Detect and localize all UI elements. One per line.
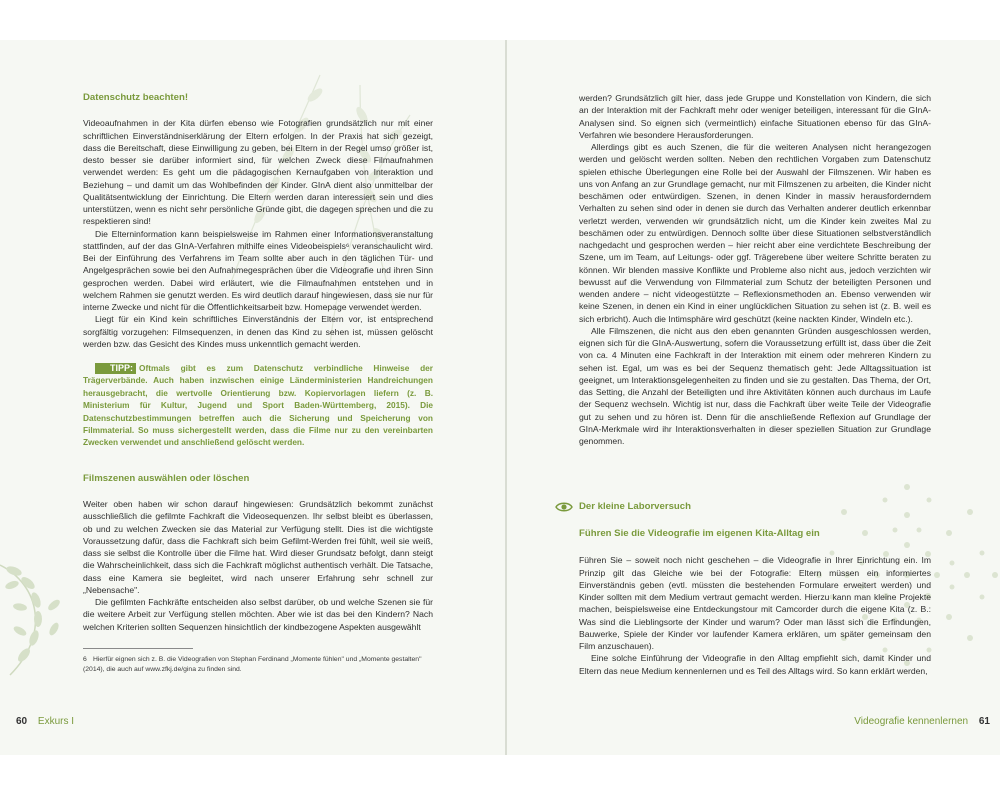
lab-text-column — [579, 528, 931, 677]
lab-heading: Der kleine Laborversuch — [579, 501, 691, 512]
paragraph: Liegt für ein Kind kein schriftliches Einverständnis der Eltern vor, ist entsprechend sorgfältig vorzugehen: Filmsequenzen, in denen das Kind zu sehen ist, müssen gelöscht werden bzw. das Gesicht des Kindes muss unkenntlich gemacht werden. — [83, 314, 433, 349]
leaf-wreath-decoration — [0, 545, 80, 685]
paragraph: Videoaufnahmen in der Kita dürfen ebenso wie Fotografien grundsätzlich nur mit einer schriftlichen Einverständniserklärung der Eltern erfolgen. In der Praxis hat sich gezeigt, dass die Bereitschaft, diese Einwilligung zu geben, bei Eltern in der Regel umso größer ist, desto besser sie darüber informiert sind, für welchen Zweck diese Filmaufnahmen verwendet werden: Es geht um die pädagogischen Kernaufgaben von Interaktion und Beziehung – und damit um das Wohlbefinden der Kinder. GInA dient also unmittelbar der Qualitätsentwicklung der Einrichtung. Die Eltern werden daran interessiert sein und dies unterstützen, wenn es nicht sehr persönliche Gründe gibt, die dagegen sprechen und die zu respektieren sind! — [83, 118, 433, 227]
left-page — [0, 40, 505, 755]
lab-subheading: Führen Sie die Videografie im eigenen Kita-Alltag ein — [579, 528, 820, 539]
eye-icon — [555, 501, 573, 513]
running-footer: Exkurs I — [37, 716, 75, 727]
folio-left — [16, 716, 74, 727]
paragraph: Führen Sie – soweit noch nicht geschehen – die Videografie in Ihrer Einrichtung ein. Im Prinzip gilt das Gleiche wie bei der Fotografie: Eltern müssen ein informiertes Einverständnis geben (evtl. müssten die bestehenden Formulare erweitert werden) und Kinder sollten mit dem Medium vertraut gemacht werden. Hierzu kann man kleine Projekte machen, beispielsweise eine Entdeckungstour mit Camcorder durch die eigene Kita (z. B.: Was sind die Lieblingsorte der Kinder und warum? Oder man lässt sich die Erfindungen, Bauwerke, Spiele der Kinder vor laufender Kamera erklären, um später gemeinsam den Film anzuschauen). — [579, 555, 931, 651]
right-page — [507, 40, 1000, 755]
paragraph: werden? Grundsätzlich gilt hier, dass jede Gruppe und Konstellation von Kindern, die sich an der Interaktion mit der Fachkraft mehr oder weniger beteiligen, interessant für die GInA-Analysen sind. So eignen sich (vermeintlich) einfache Situationen ebenso für das GInA-Verfahren wie besondere Herausforderungen. — [579, 93, 931, 140]
footnote-text: Hierfür eignen sich z. B. die Videografien von Stephan Ferdinand „Momente fühlen" und „Momente gestalten" (2014), die auch auf www.zfkj.de/gina zu finden sind. — [83, 656, 422, 673]
tipp-box — [83, 362, 433, 449]
paragraph: Die gefilmten Fachkräfte entscheiden also selbst darüber, ob und welche Szenen sie für die weitere Arbeit zur Verfügung stellen möchten. Aber wie ist das bei den Kindern? Nach welchen Kriterien sollten Sequenzen hinsichtlich der kindbezogene Aspekten ausgewählt — [83, 597, 433, 632]
book-spread — [0, 40, 1000, 755]
tipp-text: Oftmals gibt es zum Datenschutz verbindliche Hinweise der Trägerverbände. Auch haben inzwischen einige Länderministerien Handreichungen herausgebracht, die wertvolle Orientierung bzw. Kopiervorlagen liefern (z. B. Ministerium für Kultur, Jugend und Sport Baden-Württemberg, 2015). Die Datenschutzbestimmungen betreffen auch die Sicherung und Speicherung von Filmmaterial. So muss sichergestellt werden, dass die Filme nur zu den vereinbarten Zwecken verwendet und anschließend gelöscht werden. — [83, 363, 433, 448]
footnote — [83, 655, 433, 674]
right-text-column — [579, 92, 931, 447]
tipp-badge: TIPP: — [95, 363, 136, 374]
left-text-column — [83, 92, 433, 633]
paragraph: Die Elterninformation kann beispielsweise im Rahmen einer Informationsveranstaltung stattfinden, auf der das GInA-Verfahren mithilfe eines Videobeispiels⁶ veranschaulicht wird. Bei der Einführung des Verfahrens im Team sollte aber auch in den täglichen Tür- und Angelgesprächen sowie bei den Aufnahmegesprächen über die Videografie und ihren Sinn gesprochen werden. Dabei wird erläutert, wie die Filmaufnahmen entstehen und in welchem Rahmen sie genutzt werden. Es wird deutlich darauf hingewiesen, dass sie nur für interne Zwecke und nicht für die Öffentlichkeitsarbeit bzw. Homepage verwendet werden. — [83, 228, 433, 312]
page-number: 61 — [978, 716, 990, 727]
running-footer: Videografie kennenlernen — [854, 716, 969, 727]
paragraph: Eine solche Einführung der Videografie in den Alltag empfiehlt sich, damit Kinder und Eltern das neue Medium kennenlernen und es Teil des Alltags wird. So kann erklärt werden, — [579, 653, 931, 676]
section-heading-filmszenen: Filmszenen auswählen oder löschen — [83, 472, 250, 484]
paragraph: Allerdings gibt es auch Szenen, die für die weiteren Analysen nicht herangezogen werden und gelöscht werden sollten. Neben den rechtlichen Vorgaben zum Datenschutz spielen ethische Überlegungen eine Rolle bei der Auswahl der Filmszenen. Wir haben es uns von Anfang an zur Grundlage gemacht, nur mit Filmszenen zu arbeiten, die Kinder nicht beschämen oder entwürdigen. Szenen, in denen Kinder in massiv herausforderndem Verhalten zu sehen sind oder in denen sie durch das Verhalten anderer deutlich erkennbar verletzt werden, verwenden wir grundsätzlich nicht, um die Kinder kein zweites Mal zu beschämen oder zu entwürdigen. Dennoch sollte über diese Situationen selbstverständlich nachgedacht und gesprochen werden – hier reicht aber eine verdichtete Beschreibung der Szene, um im Team, auf Leitungs- oder ggf. Trägerebene über weitere Schritte beraten zu können. Wir blenden massive Konflikte und Probleme also nicht aus, jedoch verzichten wir bewusst auf die Verwendung von Filmmaterial zum Schutz der beteiligten Personen und wenden andere – nicht videogestützte – Reflexionsmethoden an. Ebenso verwenden wir keine Szenen, in denen ein Kind in einer unglücklichen Situation zu sehen ist (z. B. weil es sich erbricht). Auch die Intimsphäre wird geschützt (keine nackten Kinder, Windeln etc.). — [579, 142, 931, 324]
section-heading-datenschutz: Datenschutz beachten! — [83, 92, 189, 103]
footnote-rule — [83, 648, 193, 649]
folio-right — [854, 716, 990, 727]
footnote-number: 6 — [83, 656, 87, 663]
lab-heading-row — [555, 501, 931, 513]
page-number: 60 — [16, 716, 28, 727]
paragraph: Weiter oben haben wir schon darauf hingewiesen: Grundsätzlich bekommt zunächst ausschließlich die gefilmte Fachkraft die Videosequenzen. Ihr selbst bleibt es überlassen, ob und zu welchen Zwecken sie das Material zur Verfügung stellt. Dies ist die wichtigste Voraussetzung dafür, dass die Fachkraft sich beim Gefilmt-Werden frei fühlt, weil sie weiß, dass sie selbst die Kontrolle über die Filme hat. Wird dieser Grundsatz befolgt, dann steigt die Wahrscheinlichkeit, dass sich die Fachkraft möglichst authentisch verhält. Die Tatsache, dass eine Kamera sie begleitet, wird nach unserer Erfahrung sehr schnell zur „Nebensache". — [83, 499, 433, 595]
lab-section — [555, 501, 931, 513]
paragraph: Alle Filmszenen, die nicht aus den eben genannten Gründen ausgeschlossen werden, eignen sich für die GInA-Auswertung, sofern die Voraussetzung erfüllt ist, dass über die Zeit von ca. 4 Minuten eine Fachkraft in der Interaktion mit einem oder mehreren Kindern zu sehen ist. Egal, um was es bei der Sequenz thematisch geht: Jede Alltagssituation ist geeignet, um Interaktionsgelegenheiten zu finden und sie zu gestalten. Das Thema, der Ort, das Setting, die Anzahl der Beteiligten und ihre Aktivitäten können auch durchaus im Laufe der Sequenz wechseln. Wichtig ist nur, dass die Fachkraft über weite Teile der Videografie gut zu sehen und zu hören ist. Denn für die anschließende Reflexion auf Grundlage der GInA-Merkmale wird ihr Interaktionsverhalten in dieser speziellen Situation zur Grundlage genommen. — [579, 325, 931, 446]
